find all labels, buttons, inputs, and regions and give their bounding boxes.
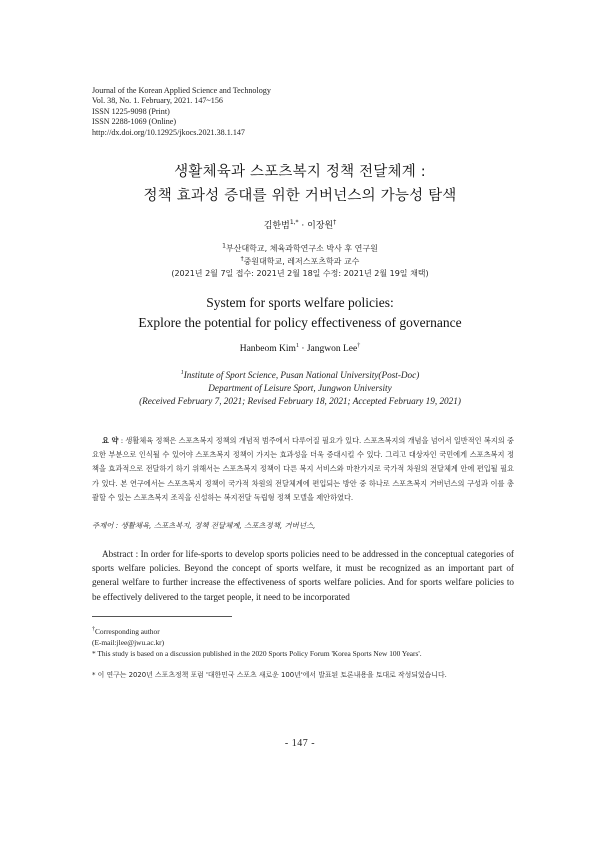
volume-info: Vol. 38, No. 1. February, 2021. 147~156 [92,96,223,106]
doi-link[interactable]: http://dx.doi.org/10.12925/jkocs.2021.38.1.147 [92,127,245,137]
english-abstract-label: Abstract [102,549,134,559]
english-authors [0,344,600,354]
footnote-rule [92,616,232,617]
english-affiliation2: Department of Leisure Sport, Jungwon University [208,382,392,393]
english-title-line2: Explore the potential for policy effectiveness of governance [138,315,462,330]
english-dates: (Received February 7, 2021; Revised February 18, 2021; Accepted February 19, 2021) [139,395,461,406]
english-title-line1: System for sports welfare policies: [206,295,394,310]
korean-affiliation2: †중원대학교, 레저스포츠학과 교수 [240,254,360,266]
korean-affiliation1: $^1$부산대학교, 체육과학연구소 박사 후 연구원 [222,242,378,253]
korean-authors [0,218,600,231]
english-abstract [92,547,514,604]
journal-header [92,86,271,138]
korean-author2: 이장원 [307,221,334,231]
korean-abstract-text: : 생활체육 정책은 스포츠복지 정책의 개념적 범주에서 다루어질 필요가 있다. 스포츠복지의 개념을 넘어서 일반적인 복지의 중요한 부분으로 인식될 수 있어야 스포츠복지 정책이 가지는 효과성을 더욱 증대시킬 수 있다. 그리고 대상자인 국민에게 스포츠복지 정책을 효과적으로 전달하기 하기 위해서는 스포츠복지 정책이 다른 복지 서비스와 마찬가지로 국가적 차원의 전달체계 안에 편입될 필요가 있다. 본 연구에서는 스포츠복지 정책이 국가적 차원의 전달체계에 편입되는 방안 중 하나로 스포츠복지 거버넌스의 구성과 이를 총괄할 수 있는 스포츠복지 조직을 신설하는 복지전달 독립형 정책 모델을 제안하였다. [92,436,514,502]
footnote-korean: * 이 연구는 2020년 스포츠정책 포럼 '대한민국 스포츠 새로운 100년'에서 발표된 토론내용을 토대로 작성되었습니다. [92,671,447,679]
issn-print: ISSN 1225-9098 (Print) [92,106,170,116]
corresponding-email[interactable]: (E-mail:jlee@jwu.ac.kr) [92,638,165,647]
author-separator: · [298,221,308,231]
korean-keywords: 주제어 : 생활체육, 스포츠복지, 정책 전달체계, 스포츠정책, 거버넌스, [92,521,316,530]
issn-online: ISSN 2288-1069 (Online) [92,117,177,127]
korean-author1: 김한범 [263,221,290,231]
corresponding-author: †Corresponding author [92,626,160,636]
footnote-english: * This study is based on a discussion published in the 2020 Sports Policy Forum 'Korea Sports New 100 Years'. [92,649,422,658]
korean-abstract [92,434,514,505]
english-author1-mark: 1 [295,342,299,349]
english-affiliations [0,369,600,407]
english-affiliation1: $^1$Institute of Sport Science, Pusan National University(Post-Doc) [180,369,420,380]
english-author-separator: · [298,344,307,354]
korean-abstract-label: 요 약 [102,436,119,445]
korean-author2-mark: † [333,219,337,226]
english-author2: Jangwon Lee [306,344,358,354]
page-number: - 147 - [284,738,316,749]
korean-dates: (2021년 2월 7일 접수: 2021년 2월 18일 수정: 2021년 2월 19일 채택) [171,269,429,278]
korean-author1-marks: 1,* [289,219,299,226]
corresponding-mark: † [92,626,95,633]
korean-title-line1: 생활체육과 스포츠복지 정책 전달체계 : [174,164,426,180]
korean-title-line2: 정책 효과성 증대를 위한 거버넌스의 가능성 탐색 [143,188,457,204]
journal-name: Journal of the Korean Applied Science and Technology [92,86,271,95]
korean-affiliations [0,243,600,281]
english-abstract-text: : In order for life-sports to develop sports policies need to be addressed in the conceptual categories of sports welfare policies. Beyond the concept of sports welfare, it must be recognized as an important part of general welfare to further increase the effectiveness of sports welfare policies. And for sports welfare policies to be effectively delivered to the target people, it need to be incorporated [92,549,514,602]
english-author1: Hanbeom Kim [239,344,296,354]
korean-aff2-mark: † [240,254,244,262]
english-aff1-mark: 1 [180,369,184,376]
korean-aff1-mark: 1 [222,242,226,250]
english-author2-mark: † [357,342,361,349]
